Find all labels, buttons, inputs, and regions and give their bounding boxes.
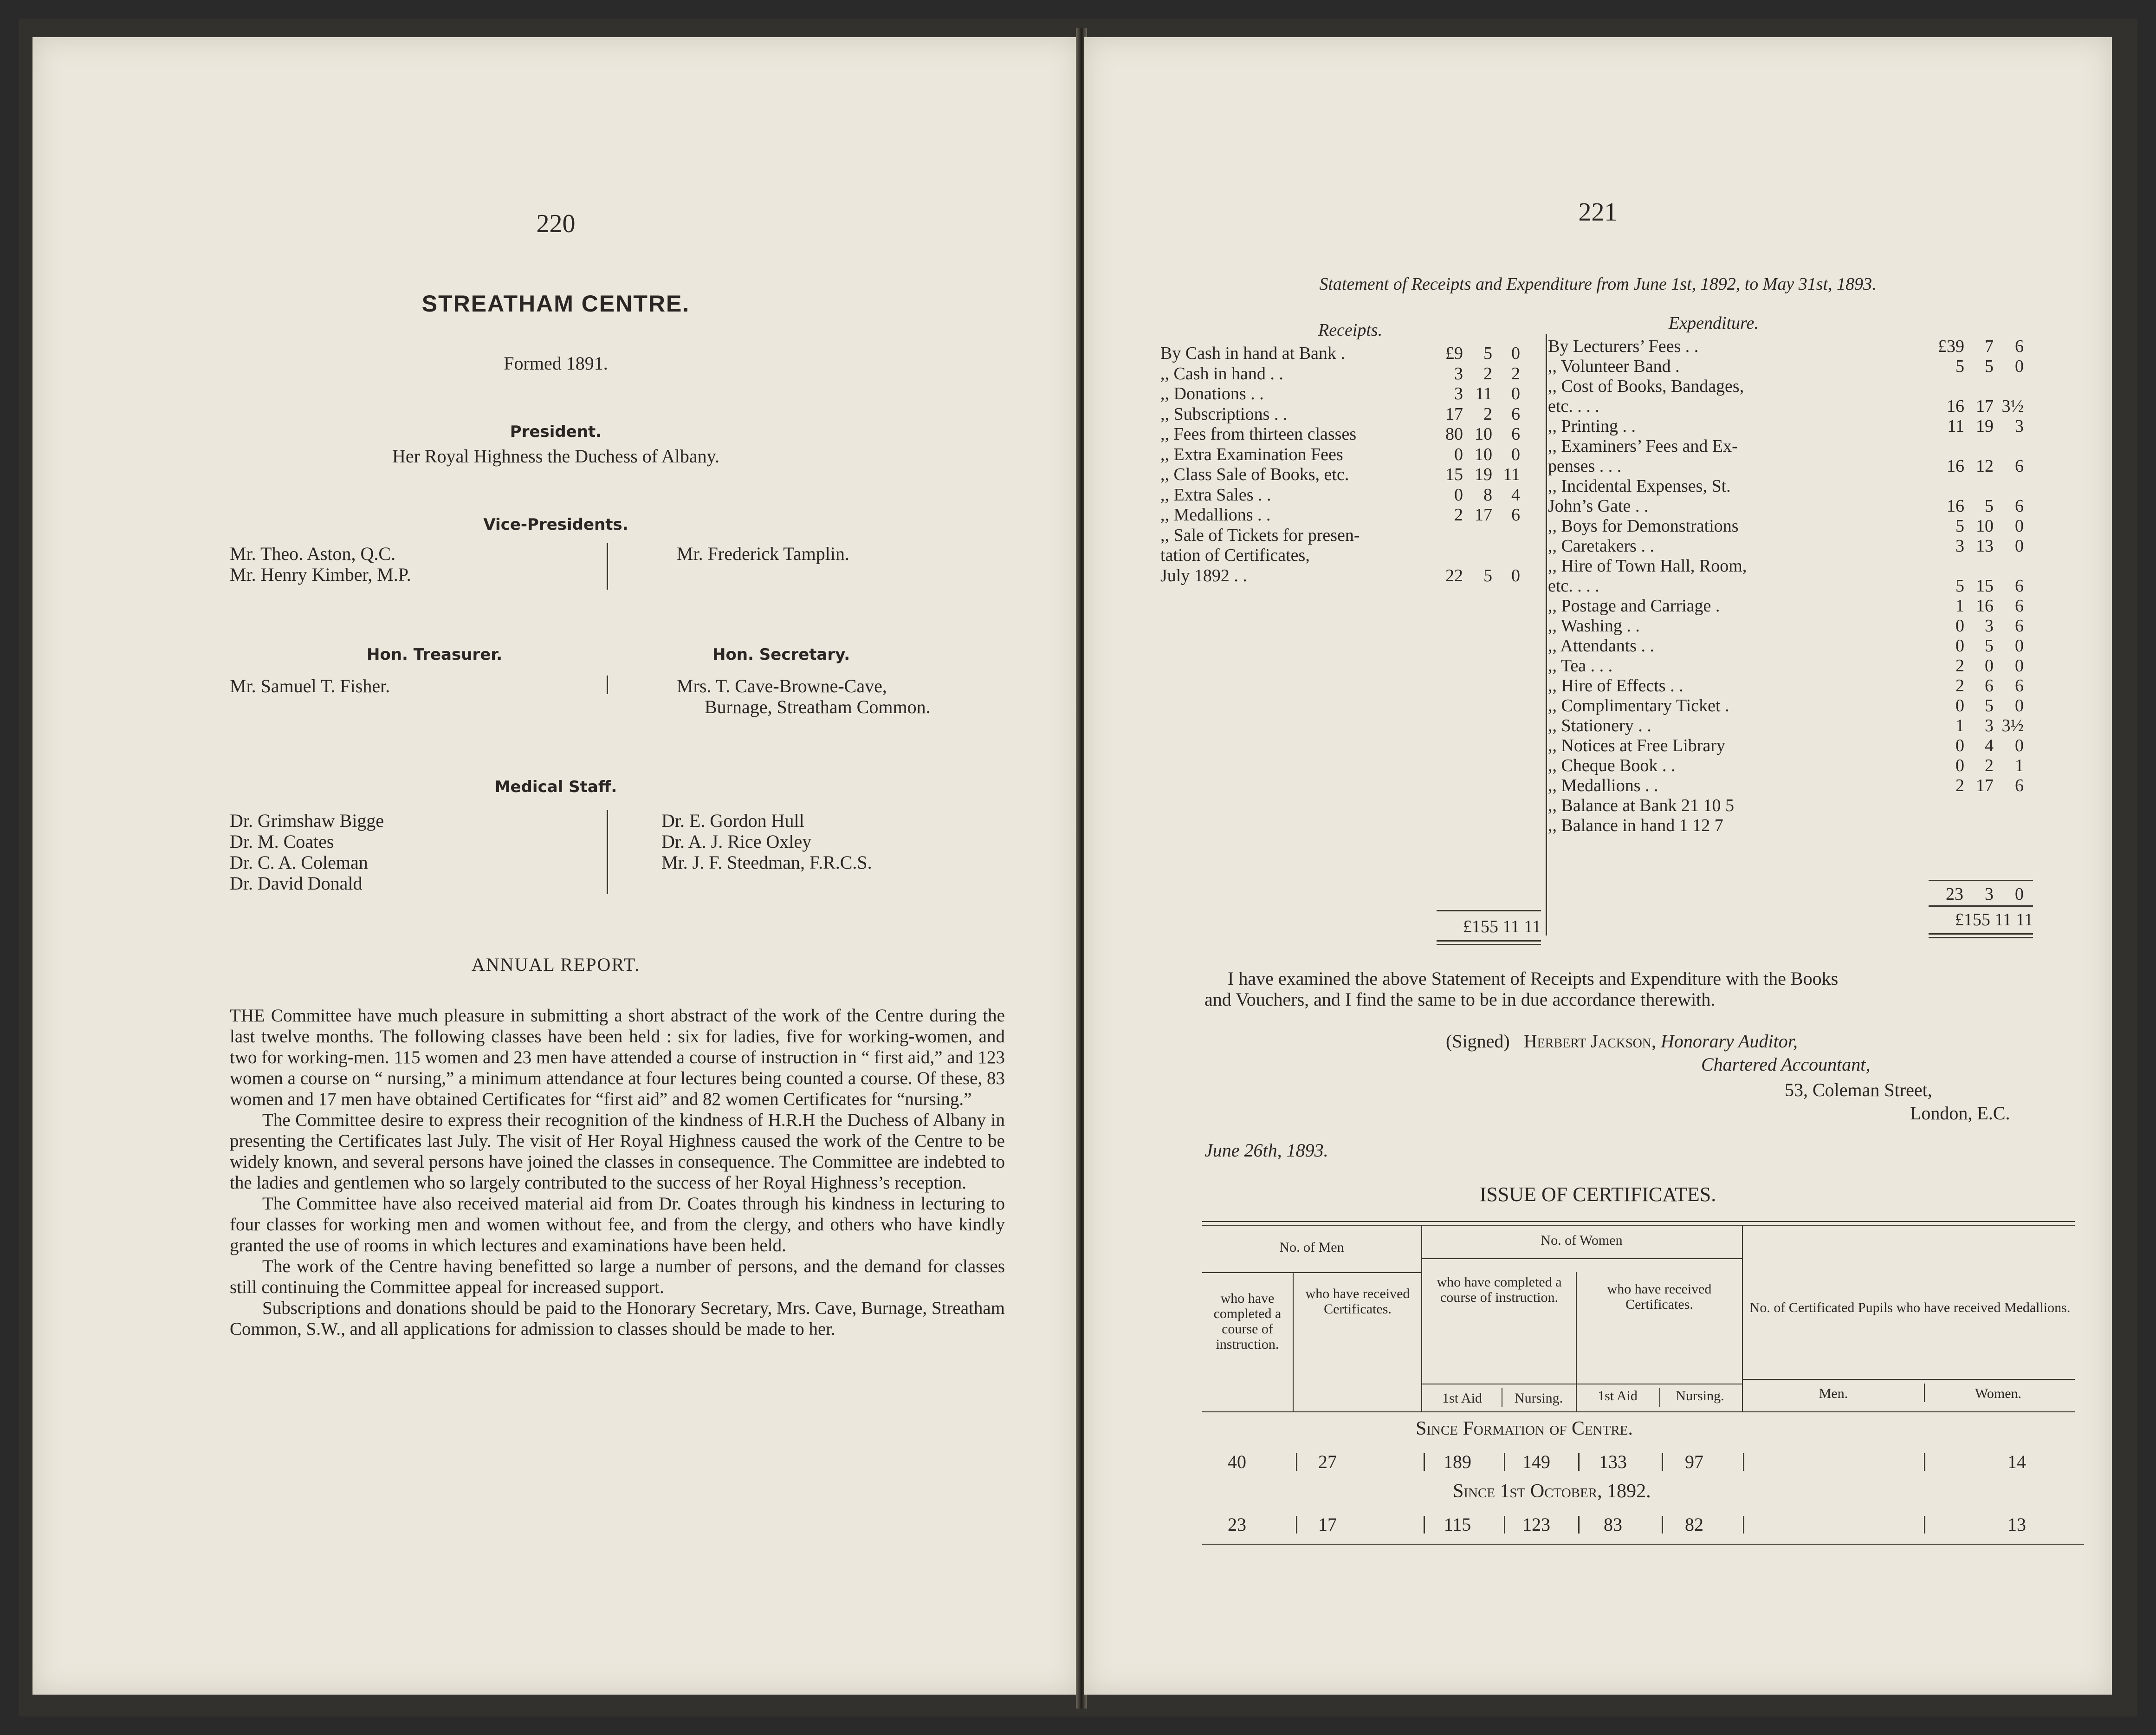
header-first-aid: 1st Aid bbox=[1598, 1388, 1638, 1404]
account-pence: 6 bbox=[1511, 424, 1520, 444]
president-name: Her Royal Highness the Duchess of Albany. bbox=[392, 446, 720, 467]
vice-presidents-left bbox=[230, 543, 411, 585]
account-shillings: 4 bbox=[1985, 736, 1994, 755]
account-shillings: 10 bbox=[1976, 516, 1994, 536]
account-shillings: 19 bbox=[1976, 416, 1994, 436]
account-shillings: 10 bbox=[1475, 444, 1492, 464]
secretary-heading: Hon. Secretary. bbox=[712, 645, 850, 664]
account-label: ,, Cash in hand . . bbox=[1160, 364, 1283, 383]
account-pence: 3½ bbox=[2001, 396, 2024, 416]
account-shillings: 13 bbox=[1976, 536, 1994, 556]
account-pence: 6 bbox=[2015, 576, 2024, 596]
cell-divider bbox=[1662, 1516, 1663, 1534]
account-label: John’s Gate . . bbox=[1548, 496, 1649, 516]
certificate-count: 149 bbox=[1522, 1451, 1550, 1472]
header-first-aid: 1st Aid bbox=[1442, 1391, 1482, 1406]
account-pounds: 16 bbox=[1947, 456, 1964, 476]
receipts-total: £155 11 11 bbox=[1463, 917, 1541, 936]
centre-title: STREATHAM CENTRE. bbox=[421, 291, 690, 317]
cell-divider bbox=[1662, 1453, 1663, 1471]
header-medallion-men: Men. bbox=[1819, 1386, 1848, 1401]
cell-divider bbox=[1743, 1516, 1744, 1534]
auditor-title: Honorary Auditor, bbox=[1661, 1031, 1798, 1052]
account-label: ,, Balance at Bank 21 10 5 bbox=[1548, 796, 1735, 815]
medical-staff-member: Dr. C. A. Coleman bbox=[230, 852, 368, 873]
account-shillings: 5 bbox=[1985, 636, 1994, 656]
account-pounds: 0 bbox=[1955, 756, 1964, 775]
account-pounds: 0 bbox=[1454, 485, 1463, 505]
header-women-completed: who have completed a course of instruction. bbox=[1437, 1274, 1562, 1305]
certificate-count: 14 bbox=[2007, 1451, 2026, 1472]
account-pence: 6 bbox=[2015, 596, 2024, 616]
header-men-completed: who have completed a course of instruction. bbox=[1213, 1291, 1282, 1352]
expenditure-heading: Expenditure. bbox=[1669, 313, 1759, 333]
account-label: etc. . . . bbox=[1548, 576, 1599, 596]
certificates-table bbox=[1084, 37, 2112, 1695]
certificate-count: 40 bbox=[1228, 1451, 1246, 1472]
table-rule bbox=[1202, 1225, 2075, 1226]
medical-staff-member: Dr. Grimshaw Bigge bbox=[230, 810, 384, 831]
medical-staff-right bbox=[661, 810, 872, 873]
account-label: ,, Donations . . bbox=[1160, 384, 1264, 403]
cell-divider bbox=[1424, 1516, 1425, 1534]
certificate-count: 133 bbox=[1599, 1451, 1627, 1472]
certificate-count: 27 bbox=[1318, 1451, 1337, 1472]
secretary-line: Burnage, Streatham Common. bbox=[705, 696, 931, 717]
table-divider bbox=[1576, 1272, 1577, 1411]
since-october-label: Since 1st October, 1892. bbox=[1453, 1481, 1651, 1502]
vice-presidents-right bbox=[677, 543, 849, 564]
certificates-heading: ISSUE OF CERTIFICATES. bbox=[1479, 1183, 1716, 1206]
certificate-count: 123 bbox=[1522, 1514, 1550, 1535]
page-number: 221 bbox=[1578, 198, 1618, 227]
account-shillings: 12 bbox=[1976, 456, 1994, 476]
account-label: ,, Postage and Carriage . bbox=[1548, 596, 1720, 616]
cell-divider bbox=[1578, 1516, 1580, 1534]
vice-president: Mr. Theo. Aston, Q.C. bbox=[230, 543, 396, 564]
account-label: ,, Extra Sales . . bbox=[1160, 485, 1271, 505]
account-label: ,, Attendants . . bbox=[1548, 636, 1655, 656]
account-pounds: 0 bbox=[1454, 444, 1463, 464]
divider bbox=[607, 810, 608, 894]
account-pence: 6 bbox=[1511, 404, 1520, 424]
auditor-name: Herbert Jackson, bbox=[1523, 1031, 1657, 1052]
medical-staff-member: Dr. E. Gordon Hull bbox=[661, 810, 804, 831]
account-pounds: 5 bbox=[1955, 576, 1964, 596]
account-pounds: 3 bbox=[1454, 364, 1463, 383]
account-label: ,, Medallions . . bbox=[1548, 776, 1658, 795]
certificate-count: 97 bbox=[1685, 1451, 1703, 1472]
cell-divider bbox=[1504, 1453, 1505, 1471]
statement-title: Statement of Receipts and Expenditure from June 1st, 1892, to May 31st, 1893. bbox=[1319, 274, 1877, 294]
certificate-count: 13 bbox=[2007, 1514, 2026, 1535]
annual-report-heading: ANNUAL REPORT. bbox=[471, 954, 641, 975]
account-shillings: 3 bbox=[1985, 716, 1994, 735]
table-rule bbox=[1202, 1272, 1421, 1273]
account-pounds: £39 bbox=[1938, 337, 1964, 356]
account-pence: 0 bbox=[2015, 636, 2024, 656]
account-pounds: 2 bbox=[1454, 505, 1463, 525]
account-shillings: 6 bbox=[1985, 676, 1994, 695]
account-pounds: 2 bbox=[1955, 676, 1964, 695]
certificate-count: 115 bbox=[1444, 1514, 1471, 1535]
table-rule bbox=[1421, 1258, 1742, 1259]
account-label: ,, Balance in hand 1 12 7 bbox=[1548, 816, 1723, 835]
certificate-count: 23 bbox=[1228, 1514, 1246, 1535]
formed-date: Formed 1891. bbox=[504, 353, 608, 374]
account-pence: 0 bbox=[2015, 357, 2024, 376]
report-paragraph: THE Committee have much pleasure in submitting a short abstract of the work of the Centre during the last twelve months. The following classes have been held : six for ladies, five for working-women, and two for working-men. 115 women and 23 men have attended a course of instruction in “ first aid,” and 123 women a course on “ nursing,” a minimum attendance at four lectures being counted a course. Of these, 83 women and 17 men have obtained Certificates for “first aid” and 82 women Certificates for “nursing.” bbox=[230, 1006, 1005, 1109]
account-shillings: 7 bbox=[1985, 337, 1994, 356]
account-pounds: 16 bbox=[1947, 396, 1964, 416]
account-label: ,, Caretakers . . bbox=[1548, 536, 1654, 556]
account-pence: 2 bbox=[1511, 364, 1520, 383]
account-shillings: 19 bbox=[1475, 465, 1492, 484]
account-label: ,, Tea . . . bbox=[1548, 656, 1613, 676]
cell-divider bbox=[1924, 1516, 1925, 1534]
divider bbox=[607, 543, 608, 590]
account-pence: 0 bbox=[2015, 536, 2024, 556]
account-pence: 4 bbox=[1511, 485, 1520, 505]
account-label: ,, Hire of Town Hall, Room, bbox=[1548, 556, 1747, 576]
cell-divider bbox=[1296, 1453, 1297, 1471]
account-label: ,, Examiners’ Fees and Ex- bbox=[1548, 436, 1738, 456]
header-nursing: Nursing. bbox=[1514, 1391, 1563, 1406]
medical-staff-heading: Medical Staff. bbox=[494, 778, 617, 796]
account-pounds: 3 bbox=[1955, 536, 1964, 556]
account-pounds: 2 bbox=[1955, 776, 1964, 795]
account-label: ,, Complimentary Ticket . bbox=[1548, 696, 1729, 715]
account-label: ,, Sale of Tickets for presen- bbox=[1160, 525, 1360, 545]
balance-total-l: 23 bbox=[1946, 884, 1963, 904]
account-pence: 6 bbox=[2015, 337, 2024, 356]
account-label: tation of Certificates, bbox=[1160, 546, 1310, 565]
account-shillings: 2 bbox=[1483, 364, 1492, 383]
table-divider bbox=[1742, 1226, 1743, 1411]
account-pence: 0 bbox=[1511, 384, 1520, 403]
header-men: No. of Men bbox=[1279, 1240, 1344, 1255]
account-shillings: 5 bbox=[1985, 496, 1994, 516]
table-rule bbox=[1742, 1379, 2075, 1380]
account-label: ,, Cost of Books, Bandages, bbox=[1548, 377, 1744, 396]
account-pounds: 1 bbox=[1955, 596, 1964, 616]
account-label: ,, Extra Examination Fees bbox=[1160, 444, 1343, 464]
header-men-received: who have received Certificates. bbox=[1305, 1286, 1410, 1317]
account-shillings: 2 bbox=[1483, 404, 1492, 424]
account-shillings: 5 bbox=[1985, 357, 1994, 376]
account-label: ,, Medallions . . bbox=[1160, 505, 1271, 525]
right-page bbox=[1084, 37, 2112, 1695]
account-label: ,, Hire of Effects . . bbox=[1548, 676, 1683, 695]
account-shillings: 15 bbox=[1976, 576, 1994, 596]
medical-staff-member: Dr. A. J. Rice Oxley bbox=[661, 831, 812, 852]
cell-divider bbox=[1924, 1453, 1925, 1471]
account-pounds: 80 bbox=[1445, 424, 1463, 444]
treasurer-heading: Hon. Treasurer. bbox=[367, 645, 503, 664]
since-formation-label: Since Formation of Centre. bbox=[1416, 1418, 1633, 1439]
vice-presidents-heading: Vice-Presidents. bbox=[483, 515, 628, 534]
cell-divider bbox=[1504, 1516, 1505, 1534]
audit-line: and Vouchers, and I find the same to be in due accordance therewith. bbox=[1204, 989, 1716, 1010]
treasurer-name: Mr. Samuel T. Fisher. bbox=[230, 676, 390, 696]
account-shillings: 11 bbox=[1475, 384, 1492, 403]
table-rule bbox=[1202, 1221, 2075, 1222]
account-pounds: 3 bbox=[1454, 384, 1463, 403]
account-pence: 0 bbox=[2015, 516, 2024, 536]
header-medallions: No. of Certificated Pupils who have received Medallions. bbox=[1749, 1300, 2071, 1315]
account-label: ,, Notices at Free Library bbox=[1548, 736, 1725, 755]
account-shillings: 10 bbox=[1475, 424, 1492, 444]
account-label: ,, Printing . . bbox=[1548, 416, 1636, 436]
balance-total-s: 3 bbox=[1985, 884, 1994, 904]
header-women: No. of Women bbox=[1541, 1233, 1623, 1248]
medical-staff-member: Dr. David Donald bbox=[230, 873, 363, 894]
account-pounds: 22 bbox=[1445, 565, 1463, 585]
cell-divider bbox=[1424, 1453, 1425, 1471]
account-pence: 3½ bbox=[2001, 716, 2024, 735]
divider bbox=[607, 676, 608, 694]
report-paragraph: The work of the Centre having benefitted so large a number of persons, and the demand for classes still continuing the Committee appeal for increased support. bbox=[230, 1256, 1005, 1297]
left-page bbox=[32, 37, 1079, 1695]
account-label: penses . . . bbox=[1548, 456, 1622, 476]
receipts-heading: Receipts. bbox=[1318, 320, 1383, 340]
account-shillings: 17 bbox=[1475, 505, 1492, 525]
account-label: etc. . . . bbox=[1548, 396, 1599, 416]
account-label: ,, Subscriptions . . bbox=[1160, 404, 1288, 424]
account-pence: 11 bbox=[1503, 465, 1520, 484]
account-pence: 6 bbox=[2015, 456, 2024, 476]
account-shillings: 16 bbox=[1976, 596, 1994, 616]
certificate-count: 83 bbox=[1604, 1514, 1622, 1535]
table-divider bbox=[1659, 1388, 1660, 1407]
account-pence: 0 bbox=[2015, 736, 2024, 755]
account-label: ,, Stationery . . bbox=[1548, 716, 1651, 735]
medical-staff-member: Mr. J. F. Steedman, F.R.C.S. bbox=[661, 852, 872, 873]
account-pounds: 0 bbox=[1955, 616, 1964, 636]
certificate-count: 17 bbox=[1318, 1514, 1337, 1535]
account-label: ,, Washing . . bbox=[1548, 616, 1640, 636]
account-pounds: 17 bbox=[1445, 404, 1463, 424]
header-nursing: Nursing. bbox=[1676, 1388, 1724, 1404]
account-pence: 0 bbox=[2015, 656, 2024, 676]
account-label: By Cash in hand at Bank . bbox=[1160, 344, 1345, 363]
account-pounds: 1 bbox=[1955, 716, 1964, 735]
cell-divider bbox=[1743, 1453, 1744, 1471]
account-shillings: 5 bbox=[1483, 344, 1492, 363]
account-pence: 3 bbox=[2015, 416, 2024, 436]
account-pence: 0 bbox=[1511, 444, 1520, 464]
report-paragraph: The Committee desire to express their recognition of the kindness of H.R.H the Duchess of Albany in presenting the Certificates last July. The visit of Her Royal Highness caused the work of the Centre to be widely known, and several persons have joined the classes in consequence. The Committee are indebted to the ladies and gentlemen who so largely contributed to the success of her Royal Highness’s reception. bbox=[230, 1110, 1005, 1193]
account-pence: 6 bbox=[2015, 496, 2024, 516]
account-label: ,, Fees from thirteen classes bbox=[1160, 424, 1357, 444]
certificate-count: 82 bbox=[1685, 1514, 1703, 1535]
table-rule bbox=[1202, 1411, 2075, 1412]
auditor-city: London, E.C. bbox=[1910, 1103, 2010, 1124]
account-shillings: 8 bbox=[1483, 485, 1492, 505]
account-pounds: 2 bbox=[1955, 656, 1964, 676]
certificate-count: 189 bbox=[1444, 1451, 1471, 1472]
auditor-address: 53, Coleman Street, bbox=[1785, 1079, 1932, 1100]
medical-staff-member: Dr. M. Coates bbox=[230, 831, 334, 852]
account-pence: 0 bbox=[1511, 344, 1520, 363]
account-label: ,, Class Sale of Books, etc. bbox=[1160, 465, 1349, 484]
account-pounds: 0 bbox=[1955, 696, 1964, 715]
account-pounds: 16 bbox=[1947, 496, 1964, 516]
cell-divider bbox=[1296, 1516, 1297, 1534]
account-label: ,, Boys for Demonstrations bbox=[1548, 516, 1739, 536]
account-shillings: 5 bbox=[1985, 696, 1994, 715]
account-pounds: £9 bbox=[1445, 344, 1463, 363]
table-divider bbox=[1924, 1384, 1925, 1402]
account-pounds: 11 bbox=[1947, 416, 1964, 436]
account-label: ,, Incidental Expenses, St. bbox=[1548, 476, 1731, 496]
account-shillings: 5 bbox=[1483, 565, 1492, 585]
account-shillings: 0 bbox=[1985, 656, 1994, 676]
account-pounds: 5 bbox=[1955, 357, 1964, 376]
account-label: July 1892 . . bbox=[1160, 565, 1247, 585]
account-pence: 6 bbox=[1511, 505, 1520, 525]
medical-staff-left bbox=[230, 810, 384, 894]
header-medallion-women: Women. bbox=[1975, 1386, 2022, 1401]
account-pence: 1 bbox=[2015, 756, 2024, 775]
account-shillings: 2 bbox=[1985, 756, 1994, 775]
cell-divider bbox=[1578, 1453, 1580, 1471]
header-women-received: who have received Certificates. bbox=[1607, 1281, 1712, 1312]
vice-president: Mr. Frederick Tamplin. bbox=[677, 543, 849, 564]
signed-label: (Signed) bbox=[1446, 1031, 1510, 1052]
secretary-line: Mrs. T. Cave-Browne-Cave, bbox=[677, 676, 887, 696]
secretary-name bbox=[677, 676, 931, 717]
audit-date: June 26th, 1893. bbox=[1204, 1140, 1328, 1161]
account-shillings: 17 bbox=[1976, 776, 1994, 795]
account-pounds: 15 bbox=[1445, 465, 1463, 484]
account-label: By Lecturers’ Fees . . bbox=[1548, 337, 1699, 356]
account-shillings: 3 bbox=[1985, 616, 1994, 636]
auditor-qualification: Chartered Accountant, bbox=[1701, 1054, 1871, 1075]
table-divider bbox=[1293, 1272, 1294, 1411]
account-pence: 6 bbox=[2015, 676, 2024, 695]
account-pounds: 5 bbox=[1955, 516, 1964, 536]
account-label: ,, Volunteer Band . bbox=[1548, 357, 1680, 376]
balance-total-d: 0 bbox=[2015, 884, 2024, 904]
vice-president: Mr. Henry Kimber, M.P. bbox=[230, 564, 411, 585]
account-pence: 6 bbox=[2015, 776, 2024, 795]
table-rule bbox=[1202, 1544, 2084, 1545]
account-shillings: 17 bbox=[1976, 396, 1994, 416]
account-pence: 0 bbox=[2015, 696, 2024, 715]
report-paragraph: Subscriptions and donations should be paid to the Honorary Secretary, Mrs. Cave, Burnage, Streatham Common, S.W., and all applications for admission to classes should be made to her. bbox=[230, 1298, 1005, 1339]
annual-report-body bbox=[230, 1005, 1005, 1339]
page-number: 220 bbox=[536, 209, 576, 238]
report-paragraph: The Committee have also received material aid from Dr. Coates through his kindness in lecturing to four classes for working men and women without fee, and from the clergy, and others who have kindly granted the use of rooms in which lectures and examinations have been held. bbox=[230, 1194, 1005, 1255]
president-heading: President. bbox=[510, 422, 602, 441]
account-pounds: 0 bbox=[1955, 636, 1964, 656]
account-pence: 6 bbox=[2015, 616, 2024, 636]
audit-line: I have examined the above Statement of Receipts and Expenditure with the Books bbox=[1228, 968, 1839, 989]
expenditure-total: £155 11 11 bbox=[1955, 910, 2033, 929]
account-pounds: 0 bbox=[1955, 736, 1964, 755]
account-pence: 0 bbox=[1511, 565, 1520, 585]
account-label: ,, Cheque Book . . bbox=[1548, 756, 1676, 775]
